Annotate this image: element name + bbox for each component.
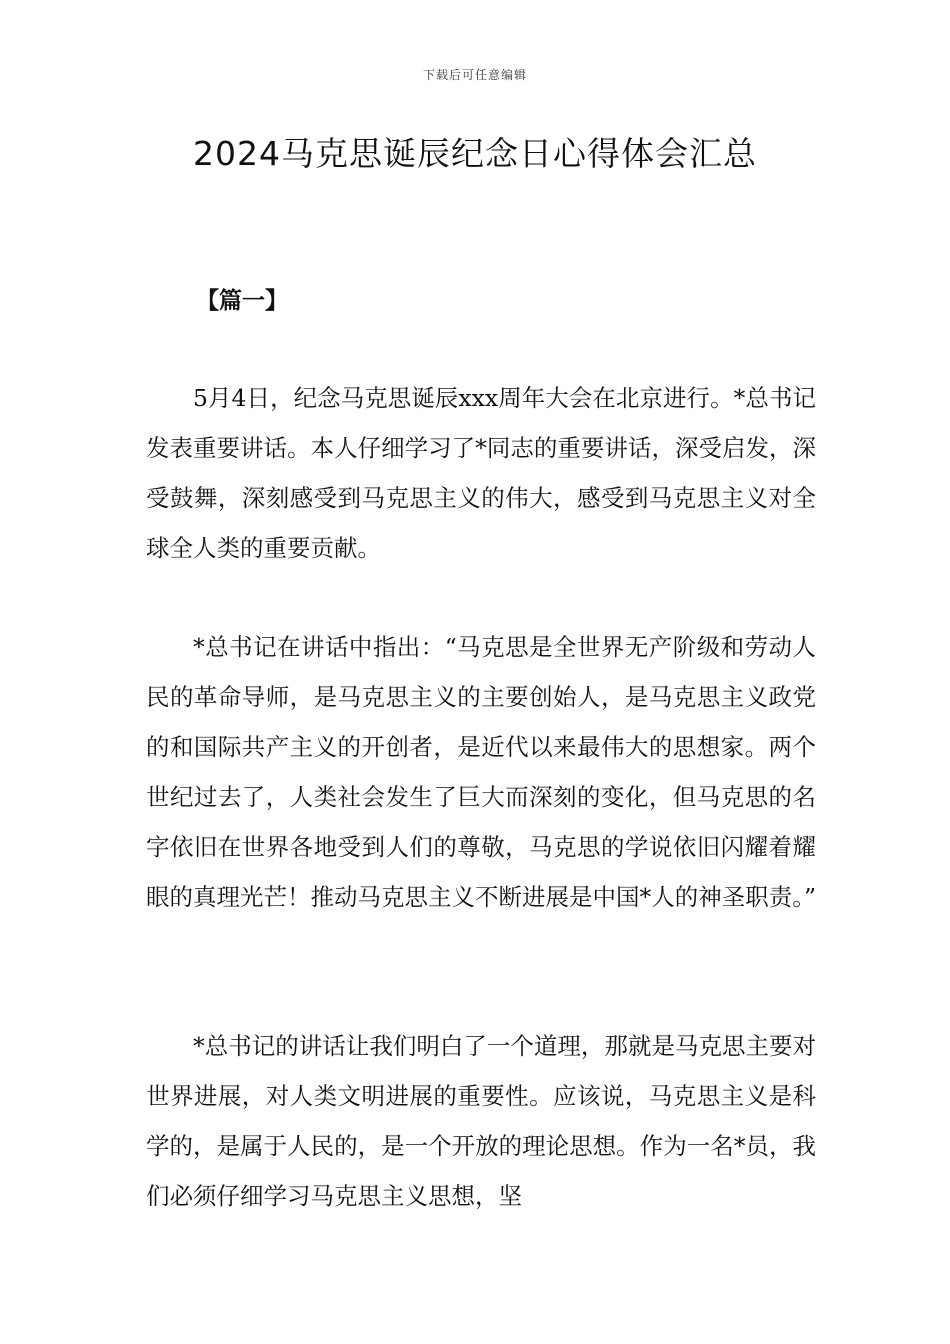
paragraph-1: 5月4日，纪念马克思诞辰xxx周年大会在北京进行。*总书记发表重要讲话。本人仔细学习了*同志的重要讲话，深受启发，深受鼓舞，深刻感受到马克思主义的伟大，感受到马克思主义对全球全人类的重要贡献。 [146,384,816,562]
document-title: 2024马克思诞辰纪念日心得体会汇总 [193,134,757,173]
section-label: 【篇一】 [196,288,288,314]
paragraph-2: *总书记在讲话中指出：“马克思是全世界无产阶级和劳动人民的革命导师，是马克思主义的主要创始人，是马克思主义政党的和国际共产主义的开创者，是近代以来最伟大的思想家。两个世纪过去了，人类社会发生了巨大而深刻的变化，但马克思的名字依旧在世界各地受到人们的尊敬，马克思的学说依旧闪耀着耀眼的真理光芒！推动马克思主义不断进展是中国*人的神圣职责。” [146,633,817,911]
header-note: 下载后可任意编辑 [422,68,527,82]
paragraph-3: *总书记的讲话让我们明白了一个道理，那就是马克思主要对世界进展，对人类文明进展的重要性。应该说，马克思主义是科学的，是属于人民的，是一个开放的理论思想。作为一名*员，我们必须仔细学习马克思主义思想，坚 [146,1032,816,1210]
